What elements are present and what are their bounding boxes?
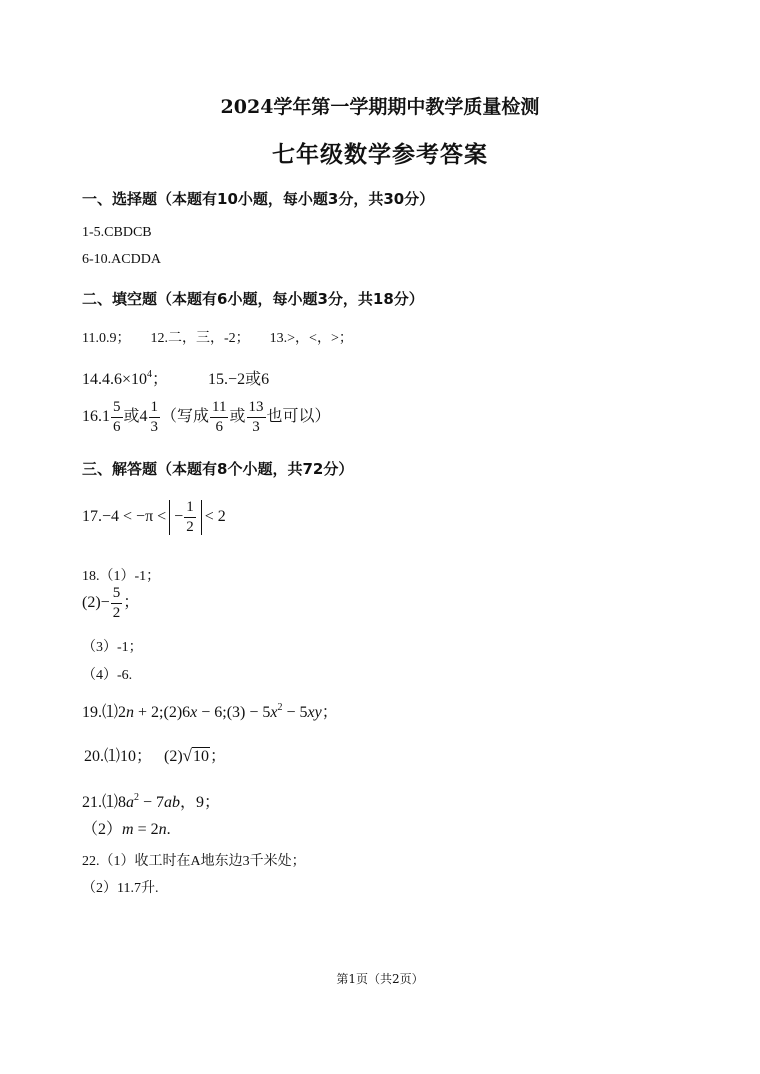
answer-22-part2: （2）11.7升. <box>82 881 159 896</box>
page-number: 第1页（共2页） <box>336 972 424 986</box>
answer-18-part1: 18.（1）-1； <box>82 569 161 584</box>
answer-21-part2: （2）m = 2n. <box>82 821 171 838</box>
section-heading-fill-blank: 二、填空题（本题有6小题，每小题3分，共18分） <box>82 290 424 308</box>
answer-17: 17.−4 < −π < − $\frac{1}{2}$ < 2 <box>82 499 226 535</box>
answer-13: 13.>，<，>； <box>269 331 353 346</box>
answer-22-part1: 22.（1）收工时在A地东边3千米处； <box>82 854 306 869</box>
fill-answers-11-13 <box>82 327 353 347</box>
mc-answers-1-5: 1-5.CBDCB <box>82 225 152 240</box>
fraction-11-6: $\frac{11}{6}$ <box>212 399 227 435</box>
answer-20: 20.⑴10； (2)√10； <box>84 746 227 765</box>
mc-answers-6-10: 6-10.ACDDA <box>82 252 161 267</box>
exam-title: 2024学年第一学期期中教学质量检测 <box>220 96 540 118</box>
section-heading-solutions: 三、解答题（本题有8个小题，共72分） <box>82 460 354 478</box>
absolute-value-bars: − $\frac{1}{2}$ <box>169 500 202 535</box>
fraction-1-3: $\frac{1}{3}$ <box>150 399 159 435</box>
answer-14: $14.4.6\times 10^4$； <box>82 369 169 388</box>
answer-18-part3: （3）-1； <box>82 640 143 655</box>
fraction-13-3: $\frac{13}{3}$ <box>248 399 264 435</box>
answer-16: 16.1 $\frac{5}{6}$ 或4 $\frac{1}{3}$ （写成 $\frac{11}{6}$ 或 $\frac{13}{3}$ 也可以） <box>82 399 331 435</box>
answer-18-part2: (2)− $\frac{5}{2}$ ； <box>82 585 140 621</box>
answer-19: 19.⑴2n + 2;(2)6x − 6;(3) − $5x^2 - 5xy$； <box>82 702 338 721</box>
answer-21-part1: $21.⑴8a^2 - 7ab$，9； <box>82 792 221 811</box>
answer-15: 15.−2或6 <box>208 371 270 388</box>
answer-key-title: 七年级数学参考答案 <box>272 141 488 168</box>
fill-answers-14-15 <box>82 366 269 389</box>
answer-12: 12.二，三，-2； <box>150 331 250 346</box>
fraction-5-6: $\frac{5}{6}$ <box>113 399 121 435</box>
answer-18-part4: （4）-6. <box>82 668 133 683</box>
square-root: √10 <box>182 746 210 765</box>
answer-11: 11.0.9； <box>82 331 131 346</box>
section-heading-multiple-choice: 一、选择题（本题有10小题，每小题3分，共30分） <box>82 190 435 208</box>
